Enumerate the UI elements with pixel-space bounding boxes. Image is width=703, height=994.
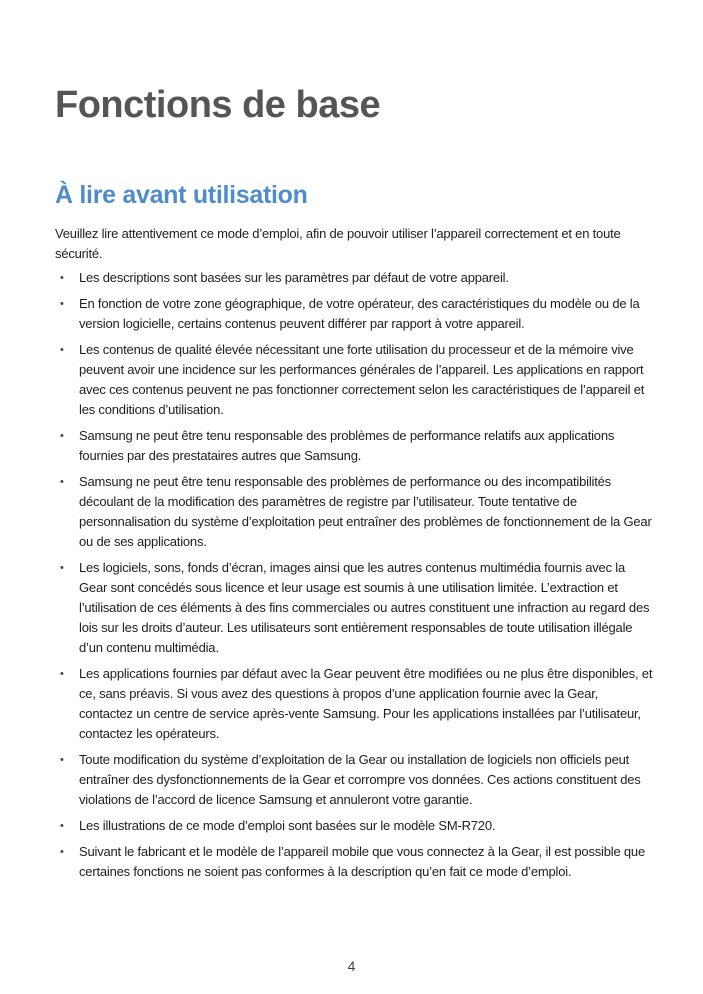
list-item-text: Toute modification du système d’exploitation de la Gear ou installation de logiciels non officiels peut entraîner des dysfonctionnements de la Gear et corrompre vos données. Ces actions constituent des violations de l’accord de licence Samsung et annuleront votre garantie. bbox=[79, 752, 641, 807]
bullet-list bbox=[55, 268, 655, 888]
bullet-icon: • bbox=[60, 562, 64, 574]
bullet-icon: • bbox=[60, 430, 64, 442]
list-item-text: Les applications fournies par défaut avec la Gear peuvent être modifiées ou ne plus être disponibles, et ce, sans préavis. Si vous avez des questions à propos d’une application fournie avec la Gear, contactez un centre de service après-vente Samsung. Pour les applications installées par l’utilisateur, contactez les opérateurs. bbox=[79, 666, 653, 741]
bullet-icon: • bbox=[60, 820, 64, 832]
list-item bbox=[55, 294, 655, 334]
list-item bbox=[55, 426, 655, 466]
list-item bbox=[55, 268, 655, 288]
list-item bbox=[55, 816, 655, 836]
bullet-icon: • bbox=[60, 476, 64, 488]
bullet-icon: • bbox=[60, 668, 64, 680]
list-item bbox=[55, 558, 655, 658]
list-item-text: En fonction de votre zone géographique, de votre opérateur, des caractéristiques du modèle ou de la version logicielle, certains contenus peuvent différer par rapport à votre appareil. bbox=[79, 296, 640, 331]
list-item bbox=[55, 664, 655, 744]
page-number: 4 bbox=[347, 958, 356, 974]
list-item-text: Samsung ne peut être tenu responsable des problèmes de performance relatifs aux applications fournies par des prestataires autres que Samsung. bbox=[79, 428, 615, 463]
section-title: À lire avant utilisation bbox=[55, 181, 308, 209]
list-item-text: Samsung ne peut être tenu responsable des problèmes de performance ou des incompatibilités découlant de la modification des paramètres de registre par l’utilisateur. Toute tentative de personnalisation du système d’exploitation peut entraîner des problèmes de fonctionnement de la Gear ou de ses applications. bbox=[79, 474, 652, 549]
list-item-text: Suivant le fabricant et le modèle de l’appareil mobile que vous connectez à la Gear, il est possible que certaines fonctions ne soient pas conformes à la description qu’en fait ce mode d’emploi. bbox=[79, 844, 645, 879]
page-title: Fonctions de base bbox=[55, 84, 381, 126]
intro-paragraph: Veuillez lire attentivement ce mode d’emploi, afin de pouvoir utiliser l’appareil correctement et en toute sécurité. bbox=[55, 226, 621, 261]
bullet-icon: • bbox=[60, 298, 64, 310]
list-item bbox=[55, 472, 655, 552]
list-item bbox=[55, 340, 655, 420]
list-item bbox=[55, 750, 655, 810]
list-item-text: Les logiciels, sons, fonds d’écran, images ainsi que les autres contenus multimédia fournis avec la Gear sont concédés sous licence et leur usage est soumis à une utilisation limitée. L’extraction et l’utilisation de ces éléments à des fins commerciales ou autres constituent une infraction au regard des lois sur les droits d’auteur. Les utilisateurs sont entièrement responsables de toute utilisation illégale d’un contenu multimédia. bbox=[79, 560, 650, 655]
list-item bbox=[55, 842, 655, 882]
bullet-icon: • bbox=[60, 754, 64, 766]
list-item-text: Les descriptions sont basées sur les paramètres par défaut de votre appareil. bbox=[79, 270, 509, 285]
bullet-icon: • bbox=[60, 272, 64, 284]
list-item-text: Les contenus de qualité élevée nécessitant une forte utilisation du processeur et de la mémoire vive peuvent avoir une incidence sur les performances générales de l’appareil. Les applications en rapport avec ces contenus peuvent ne pas fonctionner correctement selon les caractéristiques de l’appareil et les conditions d’utilisation. bbox=[79, 342, 645, 417]
bullet-icon: • bbox=[60, 846, 64, 858]
list-item-text: Les illustrations de ce mode d’emploi sont basées sur le modèle SM-R720. bbox=[79, 818, 496, 833]
bullet-icon: • bbox=[60, 344, 64, 356]
